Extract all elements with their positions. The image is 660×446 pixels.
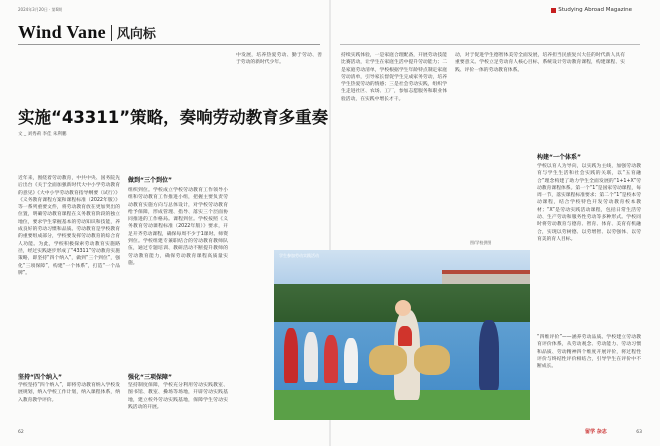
- column-left-1-tail: 学校坚持“四个纳入”，即将劳动教育纳入学校发展规划，纳入学校工作计划，纳入课程体系，纳入教育教学评价。: [18, 383, 120, 403]
- subhead-three-in-place: 做到“三个到位”: [128, 177, 172, 184]
- column-left-2: 组织到位。学校成立学校劳动教育工作领导小组和劳动教育工作推进小组，把握主要负责劳动教育实施方向与总体设计，对学校劳动教育给予保障，形成管理、指导、落实三个层面协同推进的工作格局。课程到位。学校按照《义务教育劳动课程标准（2022年版）》要求，开足开齐劳动课程，确保每周不少于1课时。师资到位。学校组建专兼职结合的劳动教育教师队伍，通过专题培训、教研活动不断提升教师的劳动教育能力，确保劳动教育课程高质量实施。: [128, 188, 228, 266]
- subhead-three-guarantees: 强化“三项保障”: [128, 374, 172, 381]
- photo-credit: 图/学校供图: [470, 240, 492, 245]
- issue-date: 2024年3月20日 · 第6期: [18, 7, 63, 12]
- article-title: 实施“43311”策略，奏响劳动教育多重奏: [18, 108, 329, 127]
- column-left-2-tail: 坚持制度保障，学校充分利用劳动实践教室、图书馆、教室、操场等场地，开辟劳动实践基地，建立校外劳动实践基地，保障学生劳动实践活动的开展。: [128, 383, 228, 410]
- column-right-2: 学校以育人为导向，以实践为主线，加强劳动教育与学生生活和社会实践的关联，以“五育融合”理念构建了助力学生全面发展的“1+1+X”劳动教育课程体系。第一个“1”是国家劳动课程，每周一节，落实课程标准要求；第二个“1”是校本劳动课程，结合学校特色开发劳动教育校本教材；“X”是劳动实践活动课程，包括日常生活劳动、生产劳动和服务性劳动等多种形式。学校同时将劳动教育与德育、智育、体育、美育有机融合，实现以劳树德、以劳增智、以劳强体、以劳育美的育人目标。: [537, 164, 641, 242]
- magazine-brand: [551, 7, 632, 13]
- column-title: [18, 22, 156, 43]
- article-byline: 文 _ 刘秀莉 李佳 朱利鹏: [18, 132, 67, 137]
- header-rule-left: [18, 44, 320, 45]
- column-left-3: 中发展，培养热爱劳动、勤于劳动、善于劳动的新时代少年。: [236, 53, 322, 66]
- subhead-four-inclusions: 坚持“四个纳入”: [18, 374, 62, 381]
- page-number-left: 62: [18, 430, 24, 435]
- header-rule-right: [340, 44, 640, 45]
- column-right-1: 持续实践体验，一是家庭合理配备，开展劳动技能比赛活动，让学生在家庭生活中提升劳动能力；二是家庭劳动清单，学校根据学生年龄特点制定家庭劳动清单，引导家长督促学生完成家务劳动，培养学生热爱劳动的情感；三是社会劳动实践，组织学生走进社区、农场、工厂，参加志愿服务和职业体验活动，在实践中增长才干。: [341, 53, 447, 102]
- article-photo: [274, 250, 530, 420]
- photo-caption: 学生参加劳动实践活动: [279, 253, 319, 258]
- column-right-2-tail: “四维评价”——涵养劳动品质。学校建立劳动教育评价体系，从劳动观念、劳动能力、劳动习惯和品质、劳动精神四个维度开展评价，将过程性评价与终结性评价相结合，引导学生在评价中不断成长。: [537, 335, 641, 370]
- column-title-divider: [111, 25, 112, 41]
- subhead-one-system: 构建“一个体系”: [537, 154, 581, 161]
- page-number-right: 63: [636, 430, 642, 435]
- brand-label: Studying Abroad Magazine: [558, 7, 632, 13]
- column-right-top: 动，对于促进学生德智体美劳全面发展，培养担当民族复兴大任的时代新人具有重要意义。学校立足劳动育人核心目标，系统设计劳动教育课程，构建课程、实践、评价一体的劳动教育体系。: [455, 53, 625, 73]
- brand-square-icon: [551, 8, 556, 13]
- column-title-cn: 风向标: [116, 27, 156, 42]
- footer-brand: 留学 杂志: [585, 429, 607, 435]
- column-left-1: 近年来，围绕着劳动教育，中共中央、国务院先后出台《关于全面加强新时代大中小学劳动教育的意见》《大中小学劳动教育指导纲要（试行）》《义务教育课程方案和课程标准（2022年版）》等一系列重要文件，将劳动教育放在更加突出的位置，明确劳动教育课程在义务教育阶段的独立地位，要求学生掌握基本的劳动知识和技能，养成良好的劳动习惯和品质。劳动教育是学校教育的重要组成部分，学校要发挥劳动教育的综合育人功能。为此，学校积极探索劳动教育实施路径，经过实践逐步形成了“43311”劳动教育实施策略，即坚持“四个纳入”，做到“三个到位”，强化“三项保障”，构建“一个体系”，打造“一个品牌”。: [18, 176, 120, 276]
- column-title-en: Wind Vane: [18, 22, 106, 42]
